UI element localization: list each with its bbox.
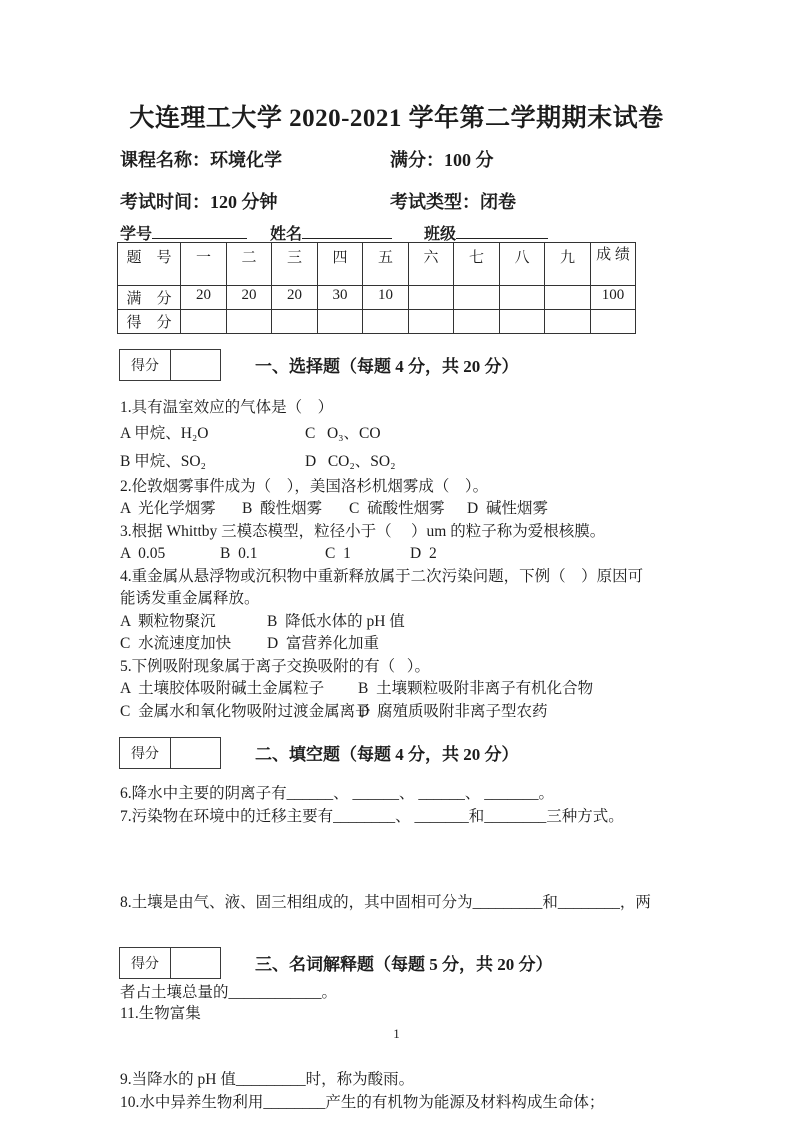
question-7: 7.污染物在环境中的迁移主要有________、 _______和________三种方式。	[120, 808, 624, 825]
score-table-header-cell: 题 号	[118, 243, 181, 286]
choice-questions-block	[120, 397, 682, 723]
score-table-header-cell: 五	[363, 243, 409, 286]
page-title: 大连理工大学 2020-2021 学年第二学期期末试卷	[129, 105, 664, 132]
option: B 0.1	[220, 545, 258, 562]
score-table-header-cell: 六	[409, 243, 454, 286]
score-table-cell	[500, 286, 545, 310]
question-stem: 1.具有温室效应的气体是（ ）	[120, 399, 334, 416]
question-10: 10.水中异养生物利用________产生的有机物为能源及材料构成生命体；	[120, 1094, 605, 1111]
question-stem: 3.根据 Whittby 三模态模型，粒径小于（ ）um 的粒子称为爱根核膜。	[120, 522, 606, 540]
score-table-cell	[363, 310, 409, 334]
question-2	[120, 476, 682, 521]
option: D 富营养化加重	[267, 635, 379, 652]
option-row	[120, 420, 682, 448]
option: A 土壤胶体吸附碱土金属粒子	[120, 680, 325, 697]
score-table-cell	[318, 310, 363, 334]
name-label: 姓名	[270, 226, 303, 243]
option-row	[120, 701, 682, 724]
option-row	[120, 498, 682, 521]
question-11: 11.生物富集	[120, 1005, 201, 1022]
score-table-cell	[272, 310, 318, 334]
option-row	[120, 448, 682, 476]
score-table-row-label: 得 分	[118, 310, 181, 334]
score-table-cell: 20	[181, 286, 227, 310]
option-row	[120, 543, 682, 566]
score-box-section-2	[119, 737, 221, 769]
score-table-fullscore-row	[118, 286, 636, 310]
score-table-cell: 20	[272, 286, 318, 310]
class-blank	[456, 223, 548, 239]
name-blank	[302, 223, 392, 239]
student-id-blank	[152, 223, 247, 239]
question-1	[120, 397, 682, 476]
score-box-blank-cell	[171, 350, 220, 380]
score-table-cell	[409, 310, 454, 334]
score-table-header-cell: 四	[318, 243, 363, 286]
score-table-cell	[500, 310, 545, 334]
option: D 腐殖质吸附非离子型农药	[358, 702, 548, 720]
option: D 2	[410, 545, 437, 562]
definition-questions-block	[120, 1002, 680, 1025]
section-1-heading: 一、选择题（每题 4 分，共 20 分）	[255, 357, 519, 376]
score-table-cell: 20	[227, 286, 272, 310]
option: A 颗粒物聚沉	[120, 612, 216, 630]
score-table-row-label: 满 分	[118, 286, 181, 310]
score-table-cell: 100	[591, 286, 636, 310]
option: D CO₂、SO₂	[305, 452, 396, 470]
score-summary-table	[117, 242, 636, 334]
section-3-heading: 三、名词解释题（每题 5 分，共 20 分）	[255, 955, 553, 974]
option: A 光化学烟雾	[120, 500, 216, 517]
option: B 酸性烟雾	[242, 500, 323, 517]
question-6: 6.降水中主要的阴离子有______、 ______、 ______、 _______。	[120, 785, 555, 802]
score-table-cell	[454, 286, 500, 310]
option-row	[120, 611, 682, 634]
question-8-line1: 8.土壤是由气、液、固三相组成的，其中固相可分为_________和________，两	[120, 894, 651, 911]
student-name-group	[270, 221, 392, 244]
student-info-row	[0, 221, 793, 243]
meta-row-exam	[0, 188, 793, 212]
score-table-cell	[181, 310, 227, 334]
score-table-cell: 30	[318, 286, 363, 310]
option: A 甲烷、H₂O	[120, 424, 209, 442]
class-label: 班级	[424, 226, 457, 243]
score-box-blank-cell	[171, 948, 220, 978]
score-table-header-cell: 一	[181, 243, 227, 286]
meta-row-course	[0, 146, 793, 170]
question-8-line2: 者占土壤总量的____________。	[120, 984, 338, 1001]
score-table-header-row	[118, 243, 636, 286]
full-score: 满分：100 分	[390, 150, 494, 170]
score-table-cell	[545, 286, 591, 310]
option: C 水流速度加快	[120, 635, 232, 652]
score-table-header-cell: 成 绩	[591, 243, 636, 286]
option: C O₃、CO	[305, 424, 381, 442]
exam-duration: 考试时间：120 分钟	[120, 192, 278, 212]
score-table-header-cell: 三	[272, 243, 318, 286]
student-id-label: 学号	[120, 226, 153, 243]
student-id-group	[120, 221, 247, 244]
option: C 1	[325, 545, 351, 562]
option: B 土壤颗粒吸附非离子有机化合物	[358, 680, 594, 697]
score-table-header-cell: 八	[500, 243, 545, 286]
score-table-gained-row	[118, 310, 636, 334]
score-box-label: 得分	[120, 948, 171, 978]
question-3	[120, 521, 682, 566]
score-table-cell	[591, 310, 636, 334]
score-table-cell	[409, 286, 454, 310]
score-table-cell	[454, 310, 500, 334]
score-box-section-3	[119, 947, 221, 979]
option: B 甲烷、SO₂	[120, 452, 206, 470]
option: D 碱性烟雾	[467, 500, 548, 517]
question-9: 9.当降水的 pH 值_________时，称为酸雨。	[120, 1071, 415, 1088]
score-table-header-cell: 二	[227, 243, 272, 286]
question-stem: 5.下例吸附现象属于离子交换吸附的有（ ）。	[120, 657, 431, 675]
question-stem: 2.伦敦烟雾事件成为（ ），美国洛杉机烟雾成（ ）。	[120, 477, 489, 495]
question-5	[120, 656, 682, 724]
option: B 降低水体的 pH 值	[267, 612, 405, 630]
option: C 金属水和氧化物吸附过渡金属离子	[120, 702, 371, 720]
option: A 0.05	[120, 545, 166, 562]
score-table-header-cell: 九	[545, 243, 591, 286]
score-box-section-1	[119, 349, 221, 381]
score-table-cell	[545, 310, 591, 334]
score-table-cell	[227, 310, 272, 334]
option-row	[120, 633, 682, 656]
section-2-heading: 二、填空题（每题 4 分，共 20 分）	[255, 745, 519, 764]
question-stem-line2: 能诱发重金属释放。	[120, 590, 260, 607]
score-box-blank-cell	[171, 738, 220, 768]
option: C 硫酸性烟雾	[349, 500, 445, 517]
student-class-group	[424, 221, 548, 244]
option-row	[120, 678, 682, 701]
score-box-label: 得分	[120, 350, 171, 380]
course-name: 课程名称：环境化学	[120, 150, 282, 170]
question-4	[120, 566, 682, 656]
score-table-header-cell: 七	[454, 243, 500, 286]
score-table-cell: 10	[363, 286, 409, 310]
score-box-label: 得分	[120, 738, 171, 768]
page-number: 1	[393, 1026, 400, 1041]
exam-type: 考试类型：闭卷	[390, 192, 516, 212]
question-stem: 4.重金属从悬浮物或沉积物中重新释放属于二次污染问题，下例（ ）原因可	[120, 567, 644, 585]
